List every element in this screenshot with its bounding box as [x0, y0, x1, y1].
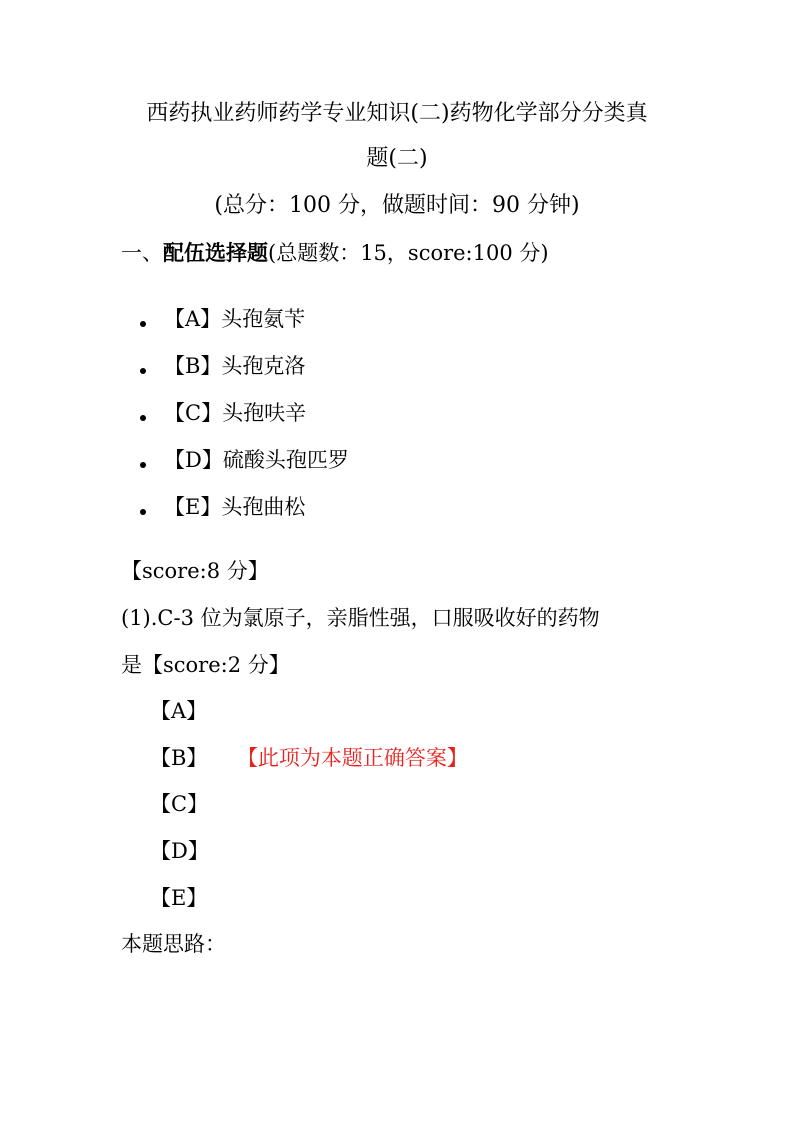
bullet-icon: [140, 368, 146, 374]
bullet-icon: [140, 415, 146, 421]
list-item: [140, 492, 349, 539]
question-text-line2: 是【score:2 分】: [121, 653, 290, 677]
list-item: [140, 304, 349, 351]
bullet-icon: [140, 509, 146, 515]
choice-text: 【B】头孢克洛: [164, 354, 306, 378]
question-text-line1: (1).C-3 位为氯原子，亲脂性强，口服吸收好的药物: [121, 606, 600, 630]
answer-option-e: 【E】: [150, 886, 208, 910]
list-item: [140, 398, 349, 445]
answer-option-b-label: 【B】: [150, 746, 208, 770]
section-info: (总题数：15，score:100 分): [268, 241, 549, 265]
choice-text: 【E】头孢曲松: [164, 495, 306, 519]
group-score: 【score:8 分】: [121, 559, 269, 583]
document-title-line2: 题(二): [366, 146, 428, 171]
answer-option-d: 【D】: [150, 839, 209, 863]
exam-meta: (总分：100 分，做题时间：90 分钟): [214, 193, 580, 218]
document-title-line1: 西药执业药师药学专业知识(二)药物化学部分分类真: [146, 101, 648, 126]
list-item: [140, 445, 349, 492]
choice-text: 【D】硫酸头孢匹罗: [164, 448, 349, 472]
section-prefix: 一、: [121, 241, 163, 265]
answer-option-a: 【A】: [150, 699, 208, 723]
section-heading: [121, 238, 549, 268]
answer-option-b: [150, 743, 468, 773]
analysis-label: 本题思路：: [121, 932, 226, 956]
list-item: [140, 351, 349, 398]
choice-text: 【C】头孢呋辛: [164, 401, 307, 425]
choice-text: 【A】头孢氨苄: [164, 307, 306, 331]
bullet-icon: [140, 462, 146, 468]
section-name: 配伍选择题: [163, 240, 268, 265]
correct-answer-marker: 【此项为本题正确答案】: [247, 746, 468, 770]
answer-option-c: 【C】: [150, 792, 209, 816]
choice-list: [140, 304, 349, 539]
bullet-icon: [140, 321, 146, 327]
